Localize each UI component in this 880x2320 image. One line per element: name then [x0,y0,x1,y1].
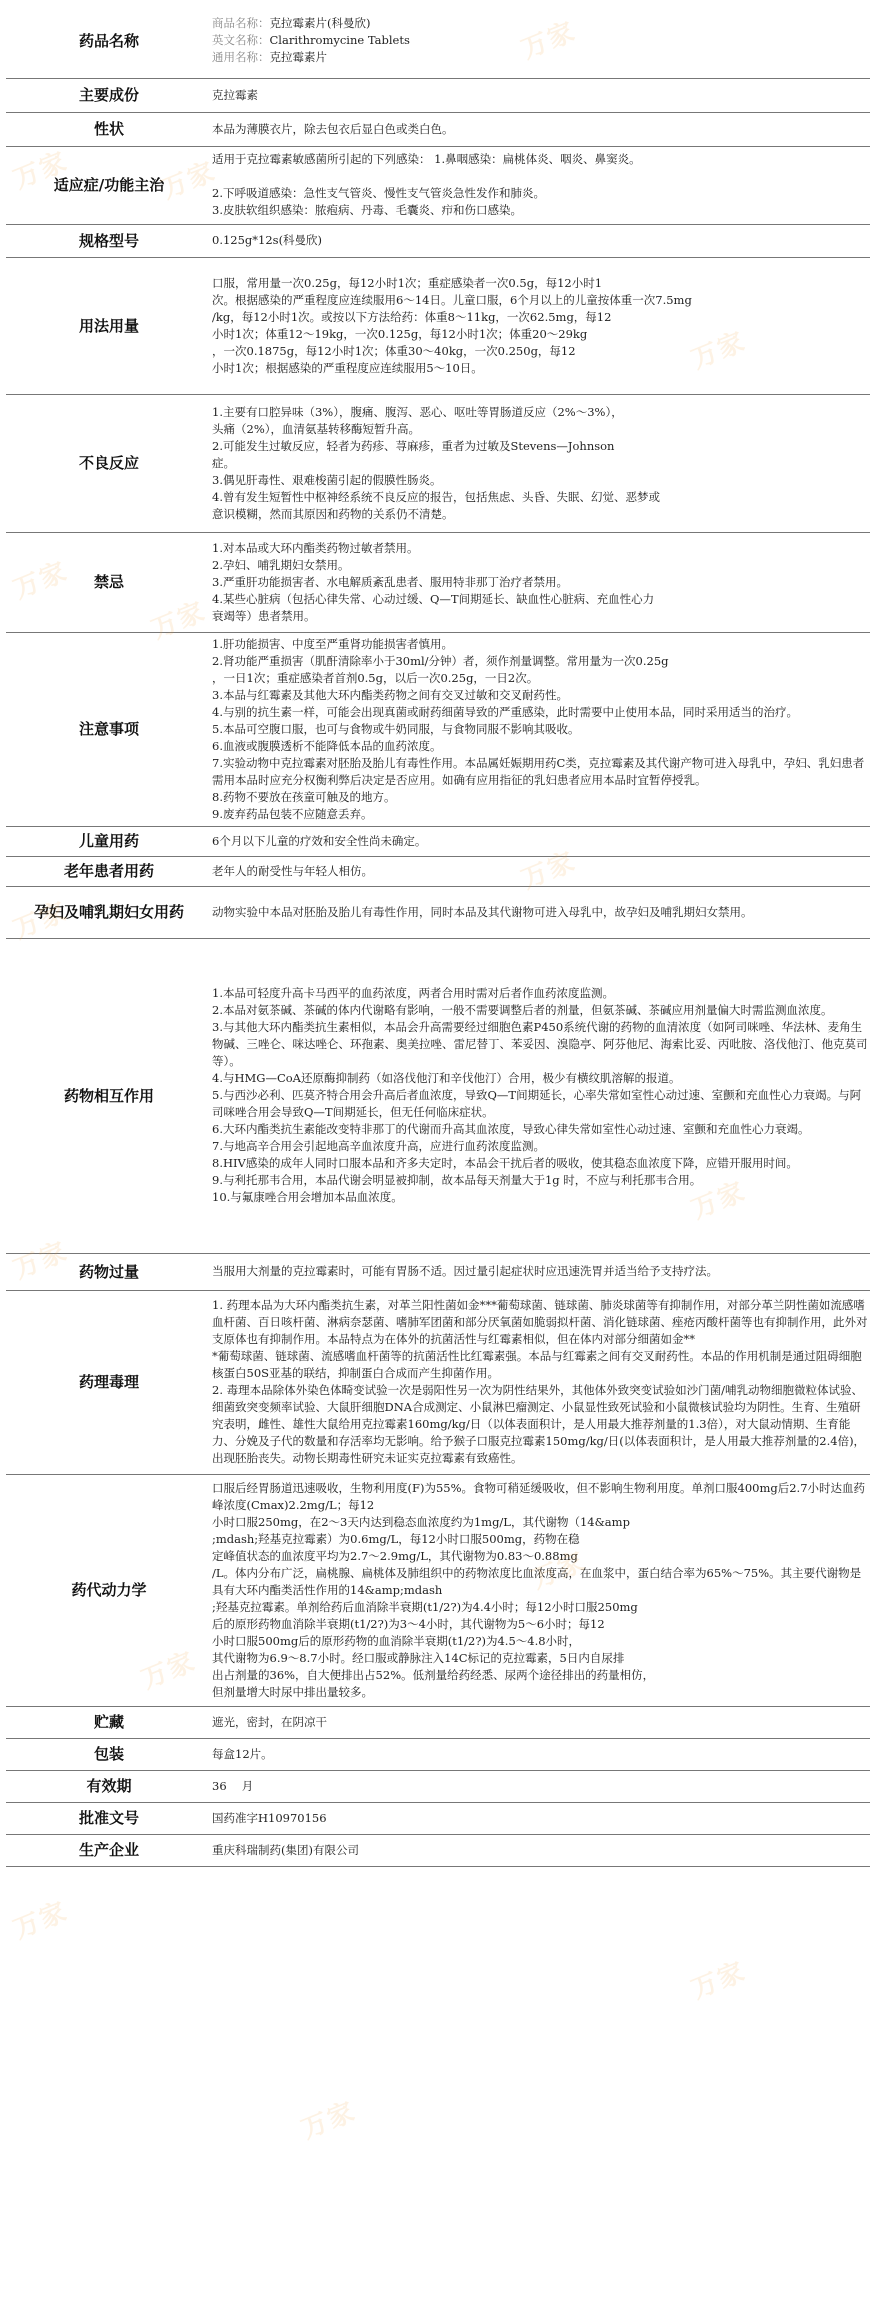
text-line: 小时口服250mg，在2～3天内达到稳态血浓度约为1mg/L，其代谢物（14&amp [212,1514,630,1529]
row-label: 批准文号 [6,1802,212,1834]
row-pharmacokinetics [6,1474,870,1706]
watermark-text: 万家 [517,846,581,896]
watermark-text: 万家 [687,1176,751,1226]
text-line: ，一日1次；重症感染者首剂0.5g，以后一次0.25g，一日2次。 [212,670,539,685]
row-specification [6,224,870,257]
name-line [212,32,870,49]
text-line: 1.本品可轻度升高卡马西平的血药浓度，两者合用时需对后者作血药浓度监测。 [212,986,614,1000]
row-label: 儿童用药 [6,826,212,856]
row-value [212,1738,870,1770]
text-line: 9.废弃药品包装不应随意丢弃。 [212,806,373,821]
row-label: 不良反应 [6,394,212,532]
row-label: 生产企业 [6,1834,212,1866]
text-line: 意识模糊，然而其原因和药物的关系仍不清楚。 [212,506,454,521]
watermark-text: 万家 [687,1956,751,2006]
watermark-text: 万家 [687,326,751,376]
row-label: 包装 [6,1738,212,1770]
row-value [212,1802,870,1834]
text-line: 适用于克拉霉素敏感菌所引起的下列感染： 1.鼻咽感染：扁桃体炎、咽炎、鼻窦炎。 [212,152,641,166]
row-value [212,632,870,826]
text-line: 头痛（2%），血清氨基转移酶短暂升高。 [212,421,420,436]
drug-info-sheet [6,4,870,1867]
text-line: 老年人的耐受性与年轻人相仿。 [212,863,373,878]
name-value: Clarithromycine Tablets [269,33,410,48]
row-value [212,886,870,938]
text-line: 衰竭等）患者禁用。 [212,608,316,623]
name-key: 商品名称： [212,16,270,31]
row-appearance [6,112,870,146]
row-value [212,1253,870,1290]
watermark-text: 万家 [9,896,73,946]
text-line: 小时1次；根据感染的严重程度应连续服用5～10日。 [212,360,483,375]
row-geriatric-use [6,856,870,886]
row-storage [6,1706,870,1738]
text-line: 6个月以下儿童的疗效和安全性尚未确定。 [212,833,427,848]
text-line: *葡萄球菌、链球菌、流感嗜血杆菌等的抗菌活性比红霉素强。本品与红霉素之间有交叉耐药性。本品的作用机制是通过阻碍细胞核蛋白50S亚基的联结，抑制蛋白合成而产生抑菌作用。 [212,1349,862,1380]
text-line: 其代谢物为6.9～8.7小时。经口服或静脉注入14C标记的克拉霉素，5日内自尿排 [212,1650,625,1665]
text-line: 出占剂量的36%，自大便排出占52%。低剂量给药经悉、尿两个途径排出的药量相仿， [212,1667,655,1682]
row-label: 药物过量 [6,1253,212,1290]
text-line: 3.皮肤软组织感染：脓疱病、丹毒、毛囊炎、疖和伤口感染。 [212,203,522,217]
text-line: 5.与西沙必利、匹莫齐特合用会升高后者血浓度，导致Q—T间期延长，心率失常如室性心动过速、室颤和充血性心力衰竭。与阿司咪唑合用会导致Q—T间期延长，但无任何临床症状。 [212,1088,862,1119]
text-line: 2.可能发生过敏反应，轻者为药疹、荨麻疹，重者为过敏及Stevens—Johnson [212,438,615,453]
text-line: 1.肝功能损害、中度至严重肾功能损害者慎用。 [212,636,453,651]
row-value [212,257,870,394]
watermark-text: 万家 [9,146,73,196]
name-line [212,49,870,66]
row-manufacturer [6,1834,870,1866]
row-validity [6,1770,870,1802]
text-line: 1.对本品或大环内酯类药物过敏者禁用。 [212,540,419,555]
text-line: 2.孕妇、哺乳期妇女禁用。 [212,557,350,572]
text-line: 症。 [212,455,235,470]
row-drug-name [6,4,870,78]
row-label: 用法用量 [6,257,212,394]
row-label: 药代动力学 [6,1474,212,1706]
text-line: 次。根据感染的严重程度应连续服用6～14日。儿童口服，6个月以上的儿童按体重一次7.5mg [212,292,692,307]
text-line: 0.125g*12s(科曼欣) [212,233,323,247]
text-line: 10.与氟康唑合用会增加本品血浓度。 [212,1190,403,1204]
row-value [212,1474,870,1706]
watermark-text: 万家 [137,1646,201,1696]
row-pediatric-use [6,826,870,856]
row-adverse-reactions [6,394,870,532]
watermark-text: 万家 [147,596,211,646]
text-line: 5.本品可空腹口服，也可与食物或牛奶同服，与食物同服不影响其吸收。 [212,721,580,736]
watermark-text: 万家 [297,2096,361,2146]
text-line: 每盒12片。 [212,1746,273,1761]
text-line: 3.本品与红霉素及其他大环内酯类药物之间有交叉过敏和交叉耐药性。 [212,687,568,702]
row-label: 有效期 [6,1770,212,1802]
text-line: 口服，常用量一次0.25g，每12小时1次；重症感染者一次0.5g，每12小时1 [212,275,603,290]
row-value [212,1290,870,1474]
row-value [212,938,870,1253]
text-line: 重庆科瑞制药(集团)有限公司 [212,1842,359,1857]
text-line: ;羟基克拉霉素。单剂给药后血消除半衰期(t1/2?)为4.4小时；每12小时口服250mg [212,1599,638,1614]
name-value: 克拉霉素片 [269,50,327,65]
row-approval-number [6,1802,870,1834]
text-line: 2. 毒理本品除体外染色体畸变试验一次是弱阳性另一次为阴性结果外，其他体外致突变试验如沙门菌/哺乳动物细胞微粒体试验、细菌致突变频率试验、大鼠肝细胞DNA合成测定、小鼠淋巴瘤测定、小鼠显性致死试验和小鼠微核试验均为阴性。生育、生殖研究表明，雌性、雄性大鼠给用克拉霉素160mg/kg/日（以体表面积计，是人用最大推荐剂量的1.3倍），对大鼠动情期、生育能力、分娩及子代的数量和存活率均无影响。给予猴子口服克拉霉素150mg/kg/日(以体表面积计，是人用最大推荐剂量的2.4倍)，出现胚胎丧失。动物长期毒性研究未证实克拉霉素有致癌性。 [212,1383,866,1465]
watermark-text: 万家 [157,156,221,206]
text-line: 1.主要有口腔异味（3%），腹痛、腹泻、恶心、呕吐等胃肠道反应（2%～3%）， [212,404,623,419]
text-line: 4.某些心脏病（包括心律失常、心动过缓、Q—T间期延长、缺血性心脏病、充血性心力 [212,591,655,606]
row-label: 药物相互作用 [6,938,212,1253]
row-label: 禁忌 [6,532,212,632]
text-line: 2.肾功能严重损害（肌酐清除率小于30ml/分钟）者，须作剂量调整。常用量为一次0.25g [212,653,669,668]
text-line: 本品为薄膜衣片，除去包衣后显白色或类白色。 [212,121,454,136]
text-line: /kg，每12小时1次。或按以下方法给药：体重8～11kg，一次62.5mg，每12 [212,309,612,324]
text-line: 1. 药理本品为大环内酯类抗生素，对革兰阳性菌如金***葡萄球菌、链球菌、肺炎球菌等有抑制作用，对部分革兰阴性菌如流感嗜血杆菌、百日咳杆菌、淋病奈瑟菌、嗜肺军团菌和部分厌氧菌如脆弱拟杆菌、消化链球菌、痤疮丙酸杆菌等也有抑制作用，此外对支原体也有抑制作用。本品特点为在体外的抗菌活性与红霉素相似，但在体内对部分细菌如金** [212,1298,868,1346]
text-line: 3.偶见肝毒性、艰难梭菌引起的假膜性肠炎。 [212,472,442,487]
text-line: 克拉霉素 [212,87,258,102]
watermark-text: 万家 [9,1896,73,1946]
row-label: 贮藏 [6,1706,212,1738]
text-line: 8.HIV感染的成年人同时口服本品和齐多夫定时，本品会干扰后者的吸收，使其稳态血浓度下降，应错开服用时间。 [212,1156,798,1170]
text-line: 2.下呼吸道感染：急性支气管炎、慢性支气管炎急性发作和肺炎。 [212,186,545,200]
text-line: 8.药物不要放在孩童可触及的地方。 [212,789,396,804]
row-value [212,394,870,532]
text-line: 4.与HMG—CoA还原酶抑制药（如洛伐他汀和辛伐他汀）合用，极少有横纹肌溶解的报道。 [212,1071,681,1085]
text-line: 后的原形药物血消除半衰期(t1/2?)为3～4小时，其代谢物为5～6小时；每12 [212,1616,605,1631]
text-line: 口服后经胃肠道迅速吸收，生物利用度(F)为55%。食物可稍延缓吸收，但不影响生物利用度。单剂口服400mg后2.7小时达血药峰浓度(Cmax)2.2mg/L；每12 [212,1480,866,1512]
text-line: 当服用大剂量的克拉霉素时，可能有胃肠不适。因过量引起症状时应迅速洗胃并适当给予支持疗法。 [212,1264,718,1278]
row-label: 适应症/功能主治 [6,146,212,224]
row-value [212,1770,870,1802]
row-label: 药品名称 [6,4,212,78]
row-label: 注意事项 [6,632,212,826]
row-pharmacology-toxicology [6,1290,870,1474]
text-line: 4.曾有发生短暂性中枢神经系统不良反应的报告，包括焦虑、头昏、失眠、幻觉、恶梦或 [212,489,660,504]
row-drug-interactions [6,938,870,1253]
row-value [212,532,870,632]
row-value [212,1706,870,1738]
row-value [212,78,870,112]
text-line: 定峰值状态的血浓度平均为2.7～2.9mg/L，其代谢物为0.83～0.88mg [212,1548,578,1563]
row-indications [6,146,870,224]
row-label: 规格型号 [6,224,212,257]
row-overdose [6,1253,870,1290]
watermark-text: 万家 [9,1236,73,1286]
text-line: 7.与地高辛合用会引起地高辛血浓度升高，应进行血药浓度监测。 [212,1139,545,1153]
text-line: 遮光，密封，在阴凉干 [212,1714,327,1729]
text-line: 3.与其他大环内酯类抗生素相似，本品会升高需要经过细胞色素P450系统代谢的药物的血清浓度（如阿司咪唑、华法林、麦角生物碱、三唑仑、咪达唑仑、环孢素、奥美拉唑、雷尼替丁、苯妥因、溴隐亭、阿芬他尼、海索比妥、丙吡胺、洛伐他汀、他克莫司等）。 [212,1020,868,1068]
text-line: 2.本品对氨茶碱、茶碱的体内代谢略有影响，一般不需要调整后者的剂量，但氨茶碱、茶碱应用剂量偏大时需监测血浓度。 [212,1003,833,1017]
row-value [212,856,870,886]
watermark-text: 万家 [527,1546,591,1596]
text-line [212,168,870,185]
row-label: 孕妇及哺乳期妇女用药 [6,886,212,938]
row-value [212,1834,870,1866]
text-line: 动物实验中本品对胚胎及胎儿有毒性作用，同时本品及其代谢物可进入母乳中，故孕妇及哺乳期妇女禁用。 [212,904,753,919]
row-pregnancy-lactation [6,886,870,938]
name-value: 克拉霉素片(科曼欣) [269,16,371,31]
text-line: 小时口服500mg后的原形药物的血消除半衰期(t1/2?)为4.5～4.8小时， [212,1633,581,1648]
text-line: ，一次0.1875g，每12小时1次；体重30～40kg，一次0.250g，每12 [212,343,576,358]
watermark-text: 万家 [9,556,73,606]
text-line: 7.实验动物中克拉霉素对胚胎及胎儿有毒性作用。本品属妊娠期用药C类，克拉霉素及其代谢产物可进入母乳中，孕妇、乳妇患者需用本品时应充分权衡利弊后决定是否应用。如确有应用指征的乳妇患者应用本品时宜暂停授乳。 [212,755,865,787]
row-value [212,224,870,257]
text-line: ;mdash;羟基克拉霉素）为0.6mg/L，每12小时口服500mg，药物在稳 [212,1531,580,1546]
row-label: 主要成份 [6,78,212,112]
name-line [212,15,870,32]
text-line: 36 月 [212,1778,254,1793]
row-value [212,4,870,78]
row-main-ingredient [6,78,870,112]
row-dosage [6,257,870,394]
text-line: 9.与利托那韦合用，本品代谢会明显被抑制，故本品每天剂量大于1g 时，不应与利托那韦合用。 [212,1173,702,1187]
text-line: /L。体内分布广泛，扁桃腺、扁桃体及肺组织中的药物浓度比血浓度高，在血浆中，蛋白结合率为65%～75%。其主要代谢物是具有大环内酯类活性作用的14&amp;mdash [212,1565,862,1597]
row-label: 老年患者用药 [6,856,212,886]
text-line: 4.与别的抗生素一样，可能会出现真菌或耐药细菌导致的严重感染，此时需要中止使用本品，同时采用适当的治疗。 [212,704,798,719]
name-key: 通用名称： [212,50,270,65]
text-line: 6.大环内酯类抗生素能改变特非那丁的代谢而升高其血浓度，导致心律失常如室性心动过速、室颤和充血性心力衰竭。 [212,1122,810,1136]
row-value [212,112,870,146]
text-line: 但剂量增大时尿中排出量较多。 [212,1684,373,1699]
drug-info-table [6,4,870,1867]
text-line: 3.严重肝功能损害者、水电解质紊乱患者、服用特非那丁治疗者禁用。 [212,574,568,589]
row-value [212,146,870,224]
text-line: 国药准字H10970156 [212,1810,327,1825]
text-line: 6.血液或腹膜透析不能降低本品的血药浓度。 [212,738,442,753]
row-contraindications [6,532,870,632]
row-value [212,826,870,856]
row-package [6,1738,870,1770]
text-line: 小时1次；体重12～19kg，一次0.125g，每12小时1次；体重20～29kg [212,326,588,341]
name-key: 英文名称： [212,33,270,48]
row-precautions [6,632,870,826]
watermark-text: 万家 [517,16,581,66]
row-label: 性状 [6,112,212,146]
row-label: 药理毒理 [6,1290,212,1474]
